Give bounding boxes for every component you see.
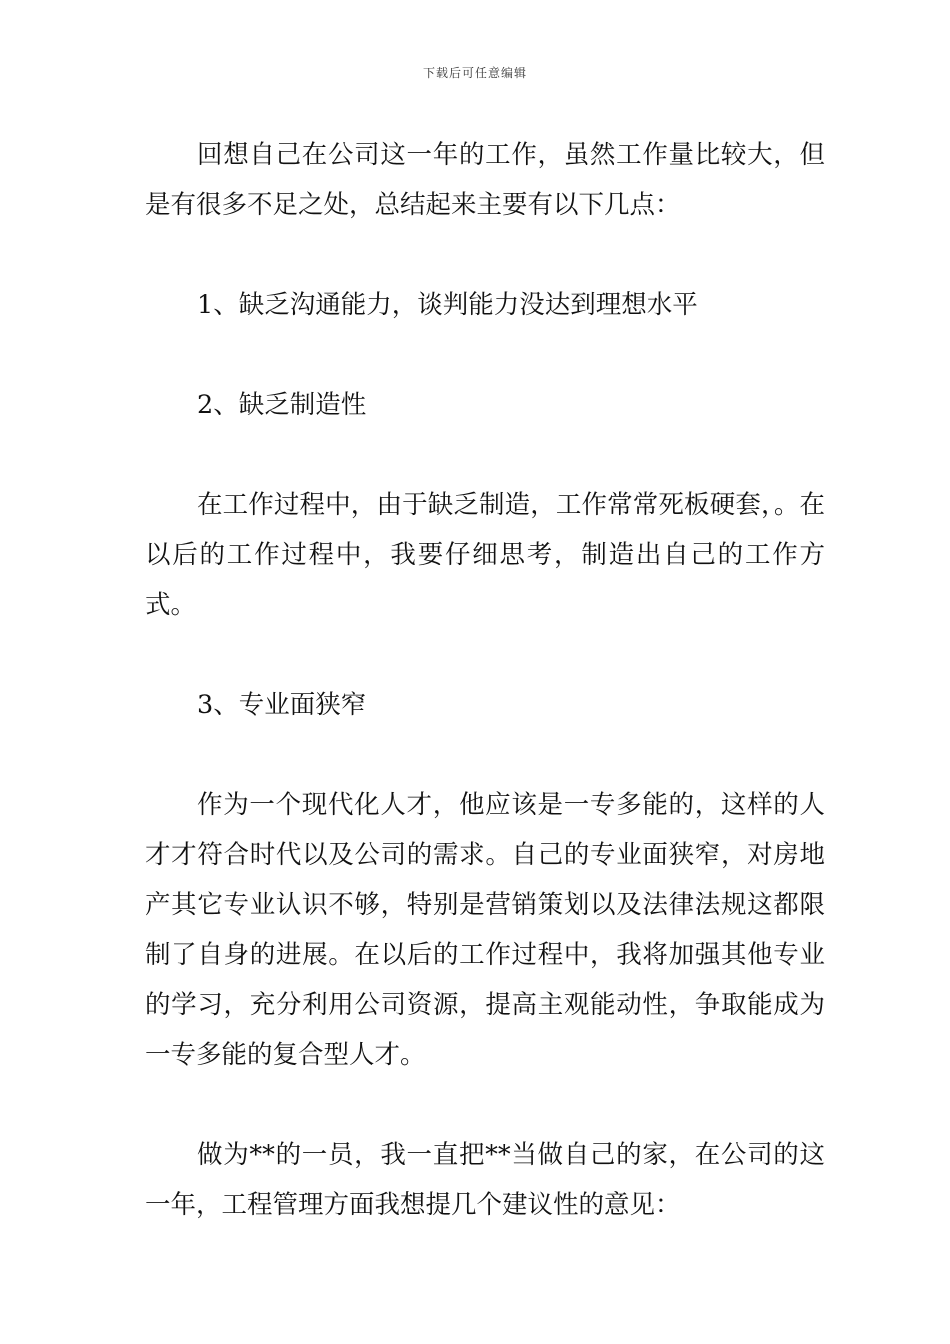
list-item-3-heading: 3、专业面狭窄 (197, 690, 367, 720)
list-item-2-heading: 2、缺乏制造性 (197, 390, 367, 420)
list-item-1-heading: 1、缺乏沟通能力，谈判能力没达到理想水平 (197, 290, 698, 320)
paragraph-creativity: 在工作过程中，由于缺乏制造，工作常常死板硬套，。在以后的工作过程中，我要仔细思考，制造出自己的工作方式。 (145, 490, 825, 620)
document-body (145, 130, 825, 1280)
paragraph-intro: 回想自己在公司这一年的工作，虽然工作量比较大，但是有很多不足之处，总结起来主要有以下几点： (145, 140, 825, 220)
paragraph-suggestions: 做为**的一员，我一直把**当做自己的家，在公司的这一年，工程管理方面我想提几个建议性的意见： (145, 1140, 825, 1220)
page-header-note: 下载后可任意编辑 (422, 66, 527, 80)
paragraph-specialization: 作为一个现代化人才，他应该是一专多能的，这样的人才才符合时代以及公司的需求。自己的专业面狭窄，对房地产其它专业认识不够，特别是营销策划以及法律法规这都限制了自身的进展。在以后的工作过程中，我将加强其他专业的学习，充分利用公司资源，提高主观能动性，争取能成为一专多能的复合型人才。 (145, 790, 825, 1070)
